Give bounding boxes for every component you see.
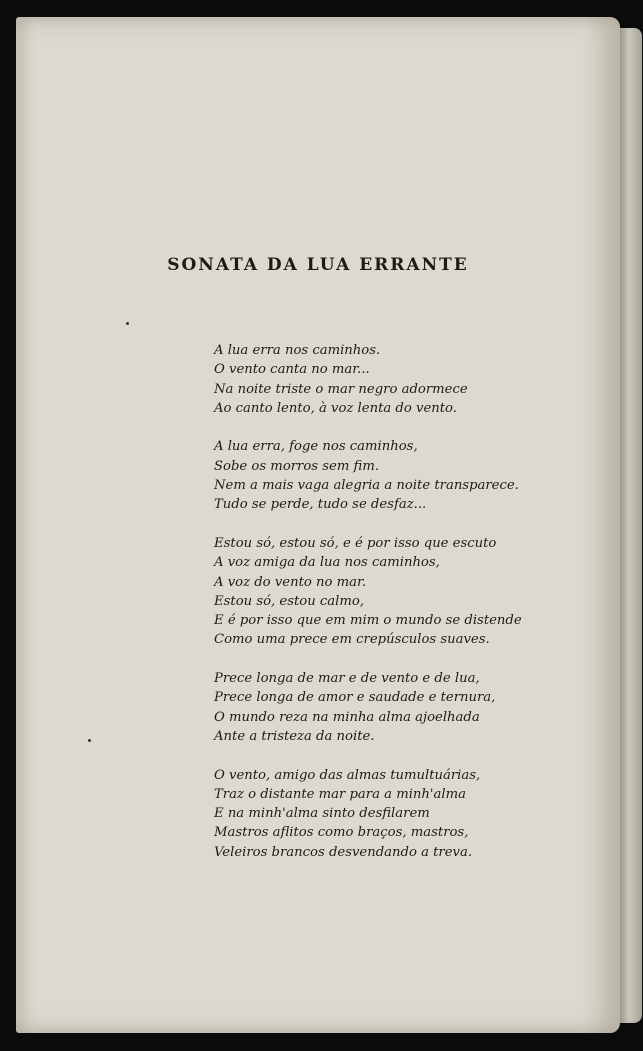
poem-line: Nem a mais vaga alegria a noite transparece. (214, 478, 519, 494)
ink-speck (88, 739, 91, 742)
poem-line: Traz o distante mar para a minh'alma (214, 786, 466, 802)
poem-line: O mundo reza na minha alma ajoelhada (214, 709, 480, 725)
stanza (214, 437, 594, 514)
poem-line: A lua erra nos caminhos. (214, 343, 381, 358)
poem-line: A lua erra, foge nos caminhos, (214, 439, 418, 455)
poem-line: E na minh'alma sinto desfilarem (214, 806, 430, 822)
poem-line: A voz amiga da lua nos caminhos, (214, 555, 440, 571)
poem-line: E é por isso que em mim o mundo se distende (214, 613, 522, 629)
poem-line: Sobe os morros sem fim. (214, 458, 380, 474)
stanza (214, 669, 594, 746)
stanza (214, 534, 594, 650)
poem-line: Ao canto lento, à voz lenta do vento. (214, 400, 457, 416)
poem-line: Estou só, estou calmo, (214, 593, 365, 609)
poem-line: Prece longa de mar e de vento e de lua, (214, 671, 480, 687)
poem-line: Na noite triste o mar negro adormece (214, 381, 468, 397)
ink-speck (126, 322, 129, 325)
poem-line: A voz do vento no mar. (214, 574, 367, 590)
poem-title: SONATA DA LUA ERRANTE (167, 255, 469, 275)
poem-line: Tudo se perde, tudo se desfaz... (214, 497, 427, 513)
poem-line: O vento canta no mar... (214, 362, 370, 378)
page (16, 17, 620, 1033)
poem-line: Ante a tristeza da noite. (214, 728, 375, 744)
poem-line: Mastros aflitos como braços, mastros, (214, 825, 469, 841)
poem-line: Como uma prece em crepúsculos suaves. (214, 632, 490, 648)
next-page-edge (620, 28, 642, 1023)
poem-body (214, 341, 594, 881)
poem-line: Veleiros brancos desvendando a treva. (214, 844, 473, 860)
poem-line: O vento, amigo das almas tumultuárias, (214, 767, 481, 783)
stanza (214, 341, 594, 418)
poem-line: Prece longa de amor e saudade e ternura, (214, 690, 496, 706)
stanza (214, 766, 594, 862)
poem-line: Estou só, estou só, e é por isso que escuto (214, 535, 497, 551)
